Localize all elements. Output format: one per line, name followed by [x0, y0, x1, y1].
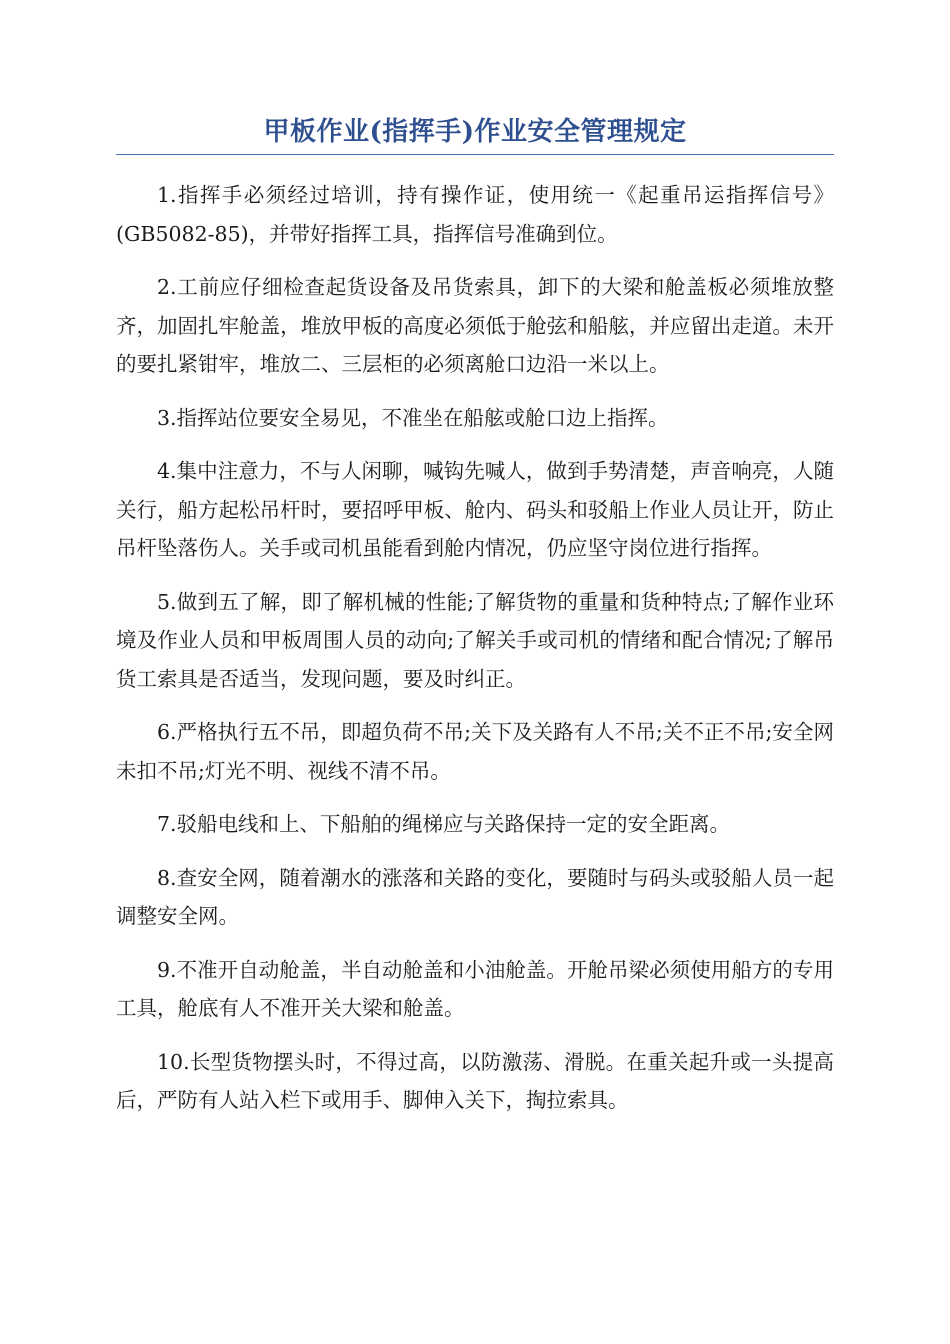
- document-body: [116, 176, 834, 1135]
- paragraph-9: 9.不准开自动舱盖，半自动舱盖和小油舱盖。开舱吊梁必须使用船方的专用工具，舱底有人不准开关大梁和舱盖。: [116, 957, 834, 1020]
- paragraph-5: 5.做到五了解，即了解机械的性能;了解货物的重量和货种特点;了解作业环境及作业人员和甲板周围人员的动向;了解关手或司机的情绪和配合情况;了解吊货工索具是否适当，发现问题，要及时纠正。: [116, 589, 834, 691]
- paragraph-6: 6.严格执行五不吊，即超负荷不吊;关下及关路有人不吊;关不正不吊;安全网未扣不吊;灯光不明、视线不清不吊。: [116, 720, 834, 783]
- paragraph-1: 1.指挥手必须经过培训，持有操作证，使用统一《起重吊运指挥信号》(GB5082-85)，并带好指挥工具，指挥信号准确到位。: [116, 183, 834, 246]
- paragraph-2: 2.工前应仔细检查起货设备及吊货索具，卸下的大梁和舱盖板必须堆放整齐，加固扎牢舱盖，堆放甲板的高度必须低于舱弦和船舷，并应留出走道。未开的要扎紧钳牢，堆放二、三层柜的必须离舱口边沿一米以上。: [116, 275, 834, 376]
- paragraph-3: 3.指挥站位要安全易见，不准坐在船舷或舱口边上指挥。: [157, 405, 669, 430]
- page-title: 甲板作业(指挥手)作业安全管理规定: [263, 117, 687, 147]
- paragraph-8: 8.查安全网，随着潮水的涨落和关路的变化，要随时与码头或驳船人员一起调整安全网。: [116, 865, 834, 928]
- paragraph-4: 4.集中注意力，不与人闲聊，喊钩先喊人，做到手势清楚，声音响亮，人随关行，船方起松吊杆时，要招呼甲板、舱内、码头和驳船上作业人员让开，防止吊杆坠落伤人。关手或司机虽能看到舱内情况，仍应坚守岗位进行指挥。: [116, 459, 834, 560]
- title-underline: [116, 154, 834, 155]
- paragraph-7: 7.驳船电线和上、下船舶的绳梯应与关路保持一定的安全距离。: [157, 812, 731, 836]
- paragraph-10: 10.长型货物摆头时，不得过高，以防激荡、滑脱。在重关起升或一头提高后，严防有人站入栏下或用手、脚伸入关下，掏拉索具。: [116, 1049, 834, 1112]
